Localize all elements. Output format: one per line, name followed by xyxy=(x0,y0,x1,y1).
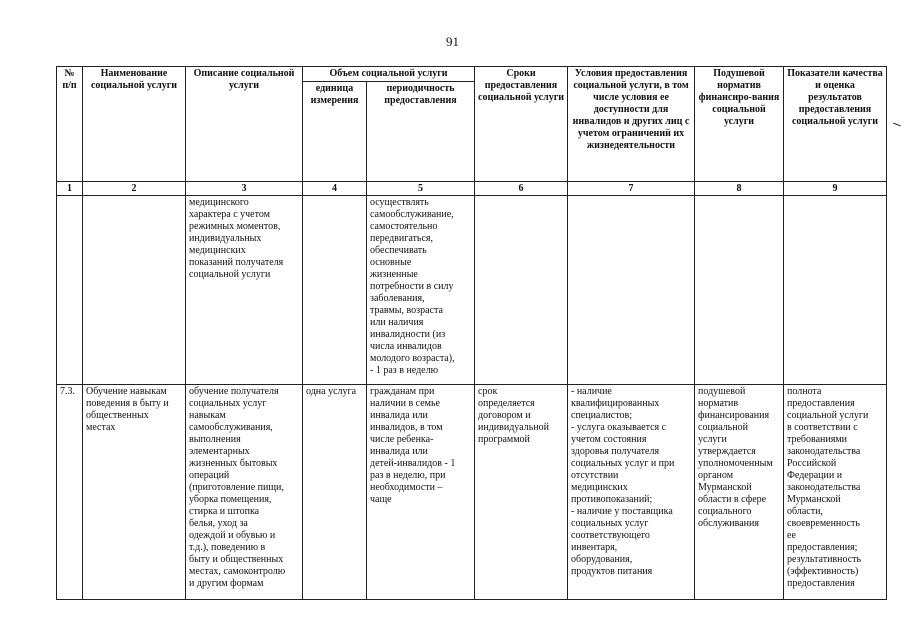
header-unit: единица измерения xyxy=(303,82,367,182)
table-row xyxy=(57,385,887,600)
service-conditions xyxy=(568,196,695,385)
header-normative: Подушевой норматив финансиро-вания социальной услуги xyxy=(695,67,784,182)
column-number: 2 xyxy=(83,182,186,196)
header-terms: Сроки предоставления социальной услуги xyxy=(475,67,568,182)
header-conditions: Условия предоставления социальной услуги, в том числе условия ее доступности для инвалидов и других лиц с учетом ограничений их жизнедеятельности xyxy=(568,67,695,182)
service-periodicity: осуществлять самообслуживание, самостоятельно передвигаться, обеспечивать основные жизненные потребности в силу заболевания, травмы, возраста или наличия инвалидности (из числа инвалидов молодого возраста), - 1 раз в неделю xyxy=(367,196,475,385)
service-terms: срок определяется договором и индивидуальной программой xyxy=(475,385,568,600)
header-service-name: Наименование социальной услуги xyxy=(83,67,186,182)
service-normative xyxy=(695,196,784,385)
table-row xyxy=(57,196,887,385)
column-number: 6 xyxy=(475,182,568,196)
services-table xyxy=(56,66,887,600)
service-conditions: - наличие квалифицированных специалистов; - услуга оказывается с учетом состояния здоровья получателя социальных услуг и при отсутствии медицинских противопоказаний; - наличие у поставщика социальных услуг соответствующего инвентаря, оборудования, продуктов питания xyxy=(568,385,695,600)
service-unit xyxy=(303,196,367,385)
header-periodicity: периодичность предоставления xyxy=(367,82,475,182)
service-name: Обучение навыкам поведения в быту и общественных местах xyxy=(83,385,186,600)
margin-mark xyxy=(893,123,901,127)
service-periodicity: гражданам при наличии в семье инвалида или инвалидов, в том числе ребенка- инвалида или детей-инвалидов - 1 раз в неделю, при необходимости – чаще xyxy=(367,385,475,600)
service-terms xyxy=(475,196,568,385)
page-number: 91 xyxy=(446,34,459,49)
service-indicators xyxy=(784,196,887,385)
column-number: 8 xyxy=(695,182,784,196)
column-number: 4 xyxy=(303,182,367,196)
row-number: 7.3. xyxy=(57,385,83,600)
service-description: медицинского характера с учетом режимных моментов, индивидуальных медицинских показаний получателя социальной услуги xyxy=(186,196,303,385)
column-number: 3 xyxy=(186,182,303,196)
service-name xyxy=(83,196,186,385)
header-volume-group: Объем социальной услуги xyxy=(303,67,475,82)
column-number: 5 xyxy=(367,182,475,196)
column-number: 9 xyxy=(784,182,887,196)
column-number: 1 xyxy=(57,182,83,196)
service-indicators: полнота предоставления социальной услуги в соответствии с требованиями законодательства Российской Федерации и законодательства Мурманской области, своевременность ее предоставления; результативность (эффективность) предоставления xyxy=(784,385,887,600)
row-number xyxy=(57,196,83,385)
column-number: 7 xyxy=(568,182,695,196)
header-service-description: Описание социальной услуги xyxy=(186,67,303,182)
service-description: обучение получателя социальных услуг навыкам самообслуживания, выполнения элементарных жизненных бытовых операций (приготовление пищи, уборка помещения, стирка и штопка белья, уход за одеждой и обувью и т.д.), поведению в быту и общественных местах, самоконтролю и другим формам xyxy=(186,385,303,600)
service-normative: подушевой норматив финансирования социальной услуги утверждается уполномоченным органом Мурманской области в сфере социального обслуживания xyxy=(695,385,784,600)
header-number: № п/п xyxy=(57,67,83,182)
header-indicators: Показатели качества и оценка результатов предоставления социальной услуги xyxy=(784,67,887,182)
service-unit: одна услуга xyxy=(303,385,367,600)
